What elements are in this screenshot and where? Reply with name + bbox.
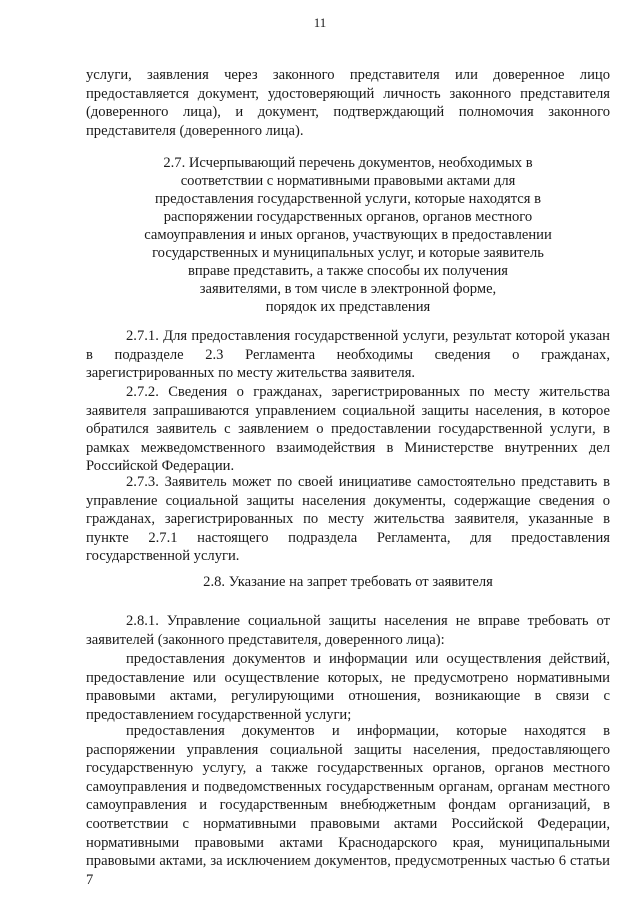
section-2-8-heading: 2.8. Указание на запрет требовать от заявителя	[203, 574, 493, 590]
heading-line: порядок их представления	[265, 299, 431, 315]
paragraph-2-7-1: 2.7.1. Для предоставления государственной услуги, результат которой указан в подразделе 2.3 Регламента необходимы сведения о гражданах, зарегистрированных по месту жительства заявителя.	[86, 328, 610, 382]
paragraph-item-2: предоставления документов и информации, которые находятся в распоряжении управления социальной защиты населения, предоставляющего государственную услугу, а также государственных органов, органов местного самоуправления и подведомственных государственным органам, органам местного самоуправления и государственным внебюджетным фондам организаций, в соответствии с нормативными правовыми актами Российской Федерации, нормативными правовыми актами Краснодарского края, муниципальными правовыми актами, за исключением документов, предусмотренных частью 6 статьи 7	[86, 723, 610, 888]
paragraph-2-8-1: 2.8.1. Управление социальной защиты населения не вправе требовать от заявителей (законного представителя, доверенного лица):	[86, 613, 610, 648]
heading-line: вправе представить, а также способы их получения	[187, 263, 509, 279]
heading-line: распоряжении государственных органов, органов местного	[163, 209, 533, 225]
paragraph-2-7-2: 2.7.2. Сведения о гражданах, зарегистрированных по месту жительства заявителя запрашиваются управлением социальной защиты населения, в которое обратился заявитель с заявлением о предоставлении государственной услуги, в рамках межведомственного взаимодействия в Министерстве внутренних дел Российской Федерации.	[86, 384, 610, 475]
heading-line: 2.7. Исчерпывающий перечень документов, необходимых в	[163, 155, 533, 171]
heading-line: государственных и муниципальных услуг, и которые заявитель	[152, 245, 544, 261]
heading-line: самоуправления и иных органов, участвующих в предоставлении	[144, 227, 552, 243]
heading-line: предоставления государственной услуги, которые находятся в	[154, 191, 542, 207]
heading-line: заявителями, в том числе в электронной форме,	[199, 281, 497, 297]
section-2-7-heading	[86, 154, 610, 316]
page-number: 11	[313, 15, 327, 30]
paragraph-item-1: предоставления документов и информации или осуществления действий, предоставление или осуществление которых, не предусмотрено нормативными правовыми актами, регулирующими отношения, возникающие в связи с предоставлением государственной услуги;	[86, 651, 610, 723]
intro-paragraph: услуги, заявления через законного представителя или доверенное лицо предоставляется документ, удостоверяющий личность законного представителя (доверенного лица), и документ, подтверждающий полномочия законного представителя (доверенного лица).	[86, 67, 610, 139]
paragraph-2-7-3: 2.7.3. Заявитель может по своей инициативе самостоятельно представить в управление социальной защиты населения документы, содержащие сведения о гражданах, зарегистрированных по месту жительства заявителя, указанные в пункте 2.7.1 настоящего подраздела Регламента, для предоставления государственной услуги.	[86, 474, 610, 565]
heading-line: соответствии с нормативными правовыми актами для	[180, 173, 516, 189]
